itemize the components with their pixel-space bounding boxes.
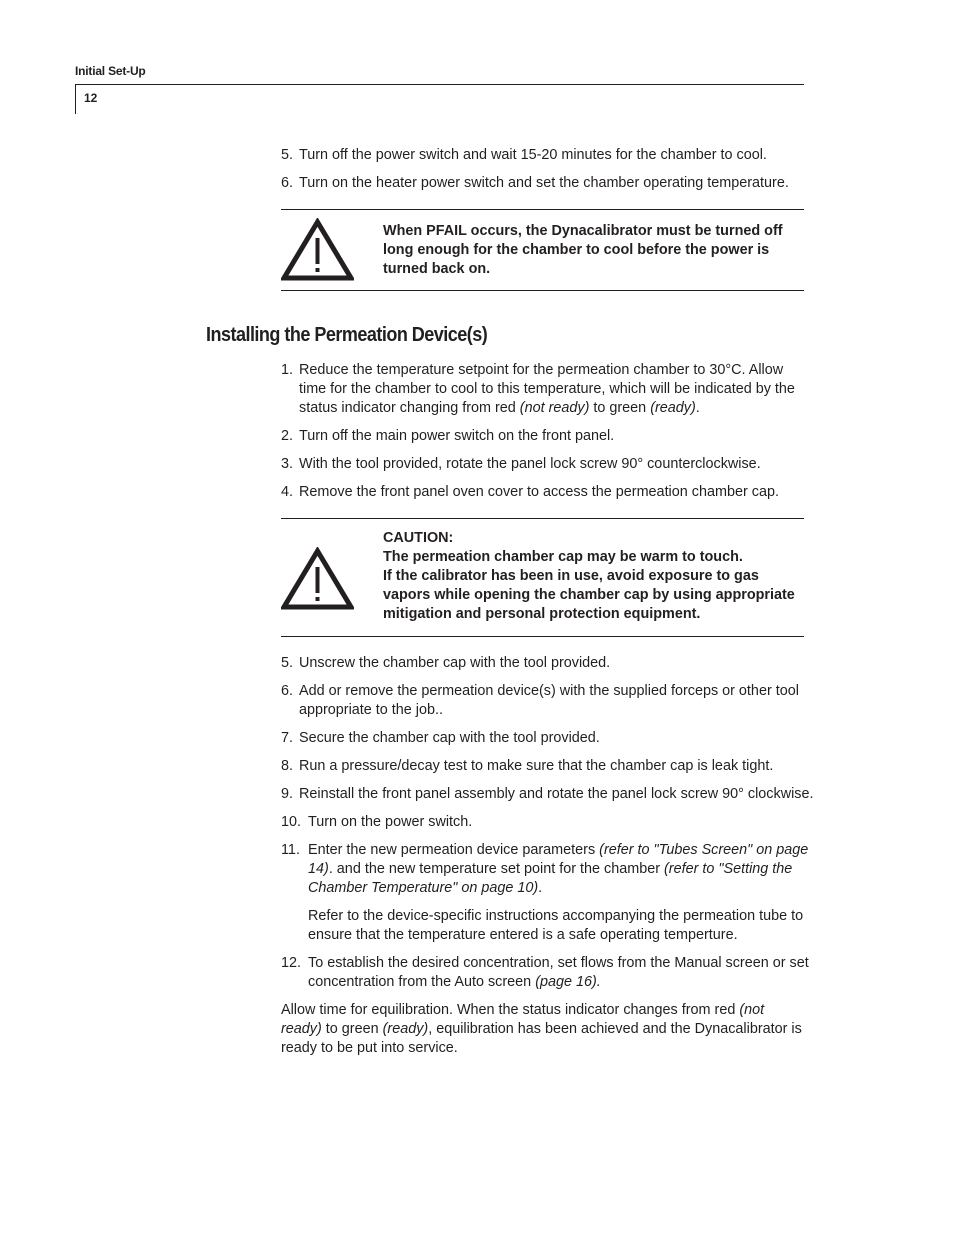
closing-paragraph xyxy=(281,1001,806,1058)
list-number: 6. xyxy=(281,175,294,191)
list-number: 12. xyxy=(281,955,302,971)
warning-triangle-icon xyxy=(281,218,354,282)
list-text: Run a pressure/decay test to make sure that the chamber cap is leak tight. xyxy=(299,758,774,774)
step-note: Refer to the device-specific instructions accompanying the permeation tube to ensure that the temperature entered is a safe operating temperture. xyxy=(308,908,804,943)
list-text-italic: (refer to "Setting the Chamber Temperature" on page 10) xyxy=(308,861,793,896)
list-number: 2. xyxy=(281,428,294,444)
list-item xyxy=(281,954,811,992)
install-step-list-b xyxy=(281,654,814,813)
list-text: Add or remove the permeation device(s) with the supplied forceps or other tool appropriate to the job.. xyxy=(299,683,799,718)
list-text-italic: (not ready) xyxy=(519,400,590,416)
list-item xyxy=(281,427,811,446)
list-item xyxy=(281,654,811,673)
list-text: Turn on the heater power switch and set the chamber operating temperature. xyxy=(299,175,789,191)
closing-text: Allow time for equilibration. When the status indicator changes from red xyxy=(281,1002,740,1018)
list-text: Turn off the power switch and wait 15-20 minutes for the chamber to cool. xyxy=(299,147,767,163)
caution-line: If the calibrator has been in use, avoid exposure to gas vapors while opening the chamber cap by using appropriate mitigation and personal protection equipment. xyxy=(383,568,795,622)
running-header-title: Initial Set-Up xyxy=(75,64,146,78)
list-text-italic: (page 16). xyxy=(535,974,601,990)
list-text: . xyxy=(695,400,700,416)
install-step-list-c xyxy=(281,813,811,1001)
list-number: 6. xyxy=(281,683,294,699)
section-heading: Installing the Permeation Device(s) xyxy=(206,323,488,346)
closing-text: , equilibration has been achieved and the Dynacalibrator is ready to be put into service. xyxy=(281,1021,802,1056)
install-step-list-a xyxy=(281,361,811,511)
list-item xyxy=(281,785,814,804)
closing-text: to green xyxy=(321,1021,383,1037)
list-text: To establish the desired concentration, set flows from the Manual screen or set concentration from the Auto screen xyxy=(308,955,809,990)
list-text-italic: (ready) xyxy=(650,400,696,416)
list-number: 11. xyxy=(281,842,300,858)
list-item xyxy=(281,455,811,474)
list-text: Remove the front panel oven cover to access the permeation chamber cap. xyxy=(299,484,779,500)
list-text: Turn on the power switch. xyxy=(308,814,473,830)
list-number: 9. xyxy=(281,786,294,802)
pfail-warning-text: When PFAIL occurs, the Dynacalibrator must be turned off long enough for the chamber to cool before the power is turned back on. xyxy=(383,223,783,277)
list-number: 4. xyxy=(281,484,294,500)
list-item xyxy=(281,813,811,832)
list-item xyxy=(281,361,811,418)
list-text: . xyxy=(538,880,543,896)
list-text: . and the new temperature set point for the chamber xyxy=(328,861,664,877)
list-text-italic: (refer to "Tubes Screen" on page 14) xyxy=(308,842,809,877)
pfail-warning-box xyxy=(281,209,804,291)
closing-text-italic: (not ready) xyxy=(281,1002,765,1037)
caution-box xyxy=(281,518,804,637)
header-vertical-rule xyxy=(75,84,76,114)
top-step-list xyxy=(281,146,811,202)
list-item xyxy=(281,146,811,165)
list-number: 5. xyxy=(281,655,294,671)
list-number: 10. xyxy=(281,814,302,830)
header-rule xyxy=(75,84,804,85)
warning-triangle-icon xyxy=(281,547,354,611)
list-item xyxy=(281,841,811,945)
list-text: With the tool provided, rotate the panel lock screw 90° counterclockwise. xyxy=(299,456,761,472)
list-item xyxy=(281,682,811,720)
list-text: to green xyxy=(589,400,651,416)
list-item xyxy=(281,174,811,193)
caution-text xyxy=(383,529,804,624)
list-text: Turn off the main power switch on the front panel. xyxy=(299,428,615,444)
list-text: Secure the chamber cap with the tool provided. xyxy=(299,730,600,746)
list-item xyxy=(281,757,811,776)
closing-text-italic: (ready) xyxy=(382,1021,429,1037)
list-text: Reinstall the front panel assembly and rotate the panel lock screw 90° clockwise. xyxy=(299,786,814,802)
list-text: Enter the new permeation device parameters xyxy=(308,842,600,858)
caution-line: The permeation chamber cap may be warm to touch. xyxy=(383,549,743,565)
list-number: 5. xyxy=(281,147,294,163)
page-number: 12 xyxy=(84,91,98,105)
list-number: 1. xyxy=(281,362,294,378)
list-item xyxy=(281,729,811,748)
list-text: Reduce the temperature setpoint for the permeation chamber to 30°C. Allow time for the chamber to cool to this temperature, which will be indicated by the status indicator changing from red xyxy=(299,362,795,416)
list-item xyxy=(281,483,811,502)
list-number: 3. xyxy=(281,456,294,472)
list-number: 8. xyxy=(281,758,294,774)
list-number: 7. xyxy=(281,730,294,746)
list-text: Unscrew the chamber cap with the tool provided. xyxy=(299,655,611,671)
caution-title: CAUTION: xyxy=(383,530,454,546)
